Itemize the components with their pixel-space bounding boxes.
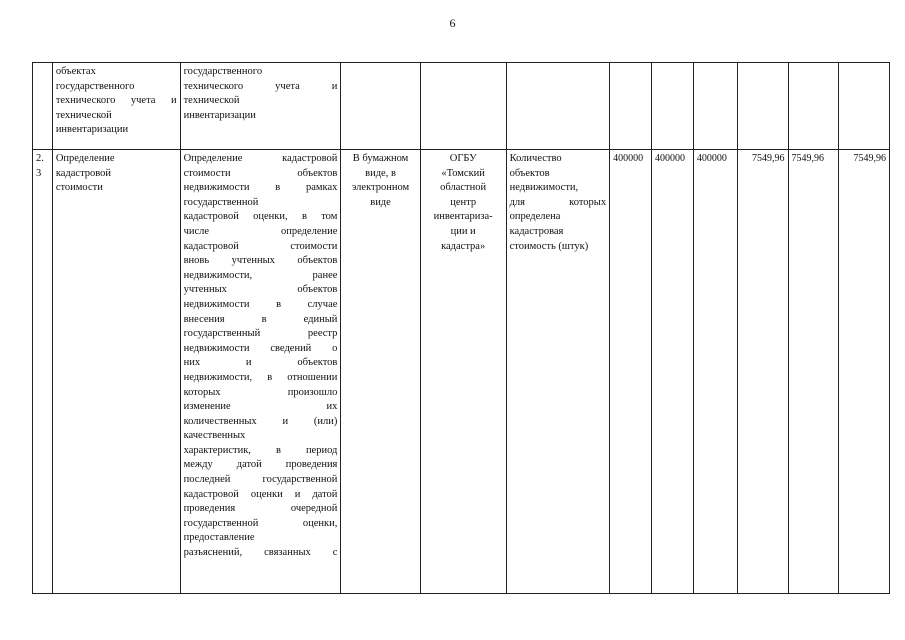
cell-name — [52, 63, 180, 150]
cell-description — [180, 150, 341, 594]
cell-organization — [420, 63, 506, 150]
text-line: технической — [55, 109, 112, 121]
cell-value-4: 7549,96 — [737, 150, 788, 594]
text-line: государственной — [183, 196, 259, 208]
text-line: недвижимости в случае — [183, 298, 338, 310]
cell-value — [839, 63, 890, 150]
page-number: 6 — [449, 16, 456, 30]
text-line: областной — [440, 182, 487, 194]
table-row-2-3 — [33, 150, 890, 594]
cell-number — [33, 63, 53, 150]
text-line: ции и — [450, 225, 476, 237]
text-line: объектах — [55, 66, 96, 77]
cell-name — [52, 150, 180, 594]
cell-value-3: 400000 — [693, 150, 737, 594]
text-line: Количество — [509, 153, 562, 164]
text-line: них и объектов — [183, 357, 338, 369]
cell-description — [180, 63, 341, 150]
text-line: разъяснений, связанных с — [183, 547, 338, 559]
text-line: недвижимости, ранее — [183, 269, 338, 281]
text-line: Определение кадастровой — [183, 153, 338, 164]
text-line: недвижимости в рамках — [183, 182, 338, 194]
text-line: стоимости — [55, 182, 103, 194]
cell-value — [737, 63, 788, 150]
text-line: кадастровой оценки и датой — [183, 488, 338, 500]
text-line: инвентариза- — [433, 211, 493, 223]
cell-value — [651, 63, 693, 150]
text-line: государственного — [183, 66, 263, 77]
cell-value-6: 7549,96 — [839, 150, 890, 594]
cell-form — [341, 150, 420, 594]
text-line: Определение — [55, 153, 115, 164]
table-row-continued — [33, 63, 890, 150]
text-line: числе определение — [183, 225, 338, 237]
text-line: стоимость (штук) — [509, 240, 589, 252]
text-line: кадастра» — [441, 240, 486, 252]
text-line: государственный реестр — [183, 328, 338, 340]
text-line: электронном — [351, 182, 410, 194]
text-line: кадастровая — [509, 225, 564, 237]
text-line: виде, в — [365, 167, 396, 179]
text-line: технического учета и — [183, 80, 338, 92]
cell-value-1: 400000 — [610, 150, 652, 594]
text-line: инвентаризации — [55, 124, 129, 136]
text-line: виде — [370, 196, 391, 208]
text-line: государственного — [55, 80, 135, 92]
cell-value — [788, 63, 839, 150]
text-line: В бумажном — [352, 153, 409, 164]
text-line: технического учета и — [55, 95, 177, 107]
text-line: технической — [183, 95, 240, 107]
text-line: кадастровой — [55, 167, 112, 179]
text-line: характеристик, в период — [183, 444, 338, 456]
text-line: которых произошло — [183, 386, 338, 398]
text-line: изменение их — [183, 401, 338, 413]
cell-value — [693, 63, 737, 150]
services-table — [32, 62, 890, 594]
text-line: предоставление — [183, 532, 255, 544]
text-line: внесения в единый — [183, 313, 338, 325]
text-line: ОГБУ — [449, 153, 477, 164]
cell-value — [610, 63, 652, 150]
cell-form — [341, 63, 420, 150]
text-line: недвижимости, в отношении — [183, 371, 338, 383]
text-line: качественных — [183, 430, 246, 442]
text-line: последней государственной — [183, 474, 338, 486]
text-line: определена — [509, 211, 561, 223]
cell-indicator — [506, 150, 610, 594]
text-line: для которых — [509, 196, 607, 208]
text-line: центр — [450, 196, 477, 208]
text-line: недвижимости сведений о — [183, 342, 338, 354]
text-line: «Томский — [441, 167, 485, 179]
text-line: проведения очередной — [183, 503, 338, 515]
text-line: количественных и (или) — [183, 415, 338, 427]
text-line: кадастровой оценки, в том — [183, 211, 338, 223]
text-line: между датой проведения — [183, 459, 338, 471]
text-line: стоимости объектов — [183, 167, 338, 179]
cell-indicator — [506, 63, 610, 150]
text-line: вновь учтенных объектов — [183, 255, 338, 267]
text-line: учтенных объектов — [183, 284, 338, 296]
cell-value-5: 7549,96 — [788, 150, 839, 594]
text-line: государственной оценки, — [183, 517, 338, 529]
cell-number: 2.3 — [33, 150, 53, 594]
text-line: инвентаризации — [183, 109, 256, 121]
cell-organization — [420, 150, 506, 594]
text-line: недвижимости, — [509, 182, 579, 194]
text-line: кадастровой стоимости — [183, 240, 338, 252]
text-line: объектов — [509, 167, 550, 179]
cell-value-2: 400000 — [651, 150, 693, 594]
